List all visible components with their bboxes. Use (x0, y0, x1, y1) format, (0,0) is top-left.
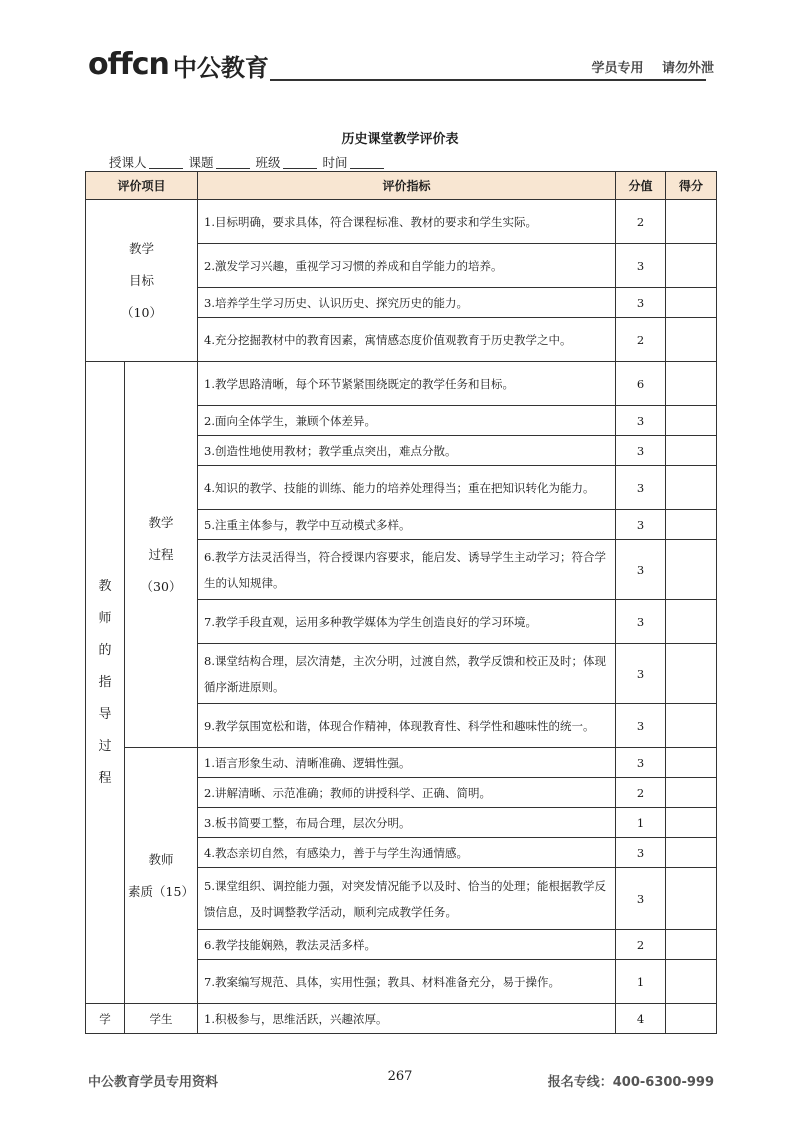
footer-hotline: 报名专线：400-6300-999 (547, 1075, 714, 1090)
indicator-text: 8.课堂结构合理，层次清楚，主次分明，过渡自然，教学反馈和校正及时；体现循序渐进原则。 (198, 644, 616, 704)
indicator-text: 3.板书简要工整，布局合理，层次分明。 (198, 808, 616, 838)
meta-teacher-label: 授课人 (109, 155, 147, 170)
indicator-text: 1.目标明确，要求具体，符合课程标准、教材的要求和学生实际。 (198, 200, 616, 244)
indicator-text: 7.教案编写规范、具体，实用性强；教具、材料准备充分，易于操作。 (198, 960, 616, 1004)
score-cell[interactable] (666, 288, 717, 318)
score-cell[interactable] (666, 200, 717, 244)
page-number: 267 (387, 1069, 413, 1084)
header-rule (270, 79, 706, 81)
indicator-text: 1.教学思路清晰，每个环节紧紧围绕既定的教学任务和目标。 (198, 362, 616, 406)
meta-topic-label: 课题 (188, 155, 214, 170)
score-cell[interactable] (666, 600, 717, 644)
page-title: 历史课堂教学评价表 (341, 132, 459, 147)
header-got: 得分 (666, 172, 717, 200)
score-cell[interactable] (666, 406, 717, 436)
indicator-score: 3 (616, 868, 666, 930)
indicator-text: 9.教学氛围宽松和谐，体现合作精神，体现教育性、科学性和趣味性的统一。 (198, 704, 616, 748)
indicator-text: 1.语言形象生动、清晰准确、逻辑性强。 (198, 748, 616, 778)
indicator-score: 1 (616, 960, 666, 1004)
score-cell[interactable] (666, 244, 717, 288)
indicator-text: 4.充分挖掘教材中的教育因素，寓情感态度价值观教育于历史教学之中。 (198, 318, 616, 362)
score-cell[interactable] (666, 1004, 717, 1034)
category-teacher-quality: 教师 素质（15） (125, 748, 198, 1004)
score-cell[interactable] (666, 868, 717, 930)
header-tag-no-leak: 请勿外泄 (661, 61, 714, 76)
score-cell[interactable] (666, 748, 717, 778)
score-cell[interactable] (666, 510, 717, 540)
indicator-score: 3 (616, 288, 666, 318)
meta-line (109, 153, 386, 171)
indicator-score: 2 (616, 318, 666, 362)
table-header-row (86, 172, 717, 200)
category-teacher-guide: 教 师 的 指 导 过 程 (86, 362, 125, 1004)
meta-class-label: 班级 (255, 155, 281, 170)
indicator-score: 3 (616, 406, 666, 436)
footer-left: 中公教育学员专用资料 (88, 1075, 219, 1090)
header-indicator: 评价指标 (198, 172, 616, 200)
header-item: 评价项目 (86, 172, 198, 200)
header-tags (577, 57, 714, 76)
indicator-text: 2.讲解清晰、示范准确；教师的讲授科学、正确、简明。 (198, 778, 616, 808)
logo-text-cn: 中公教育 (172, 54, 269, 82)
indicator-score: 1 (616, 808, 666, 838)
indicator-text: 4.教态亲切自然，有感染力，善于与学生沟通情感。 (198, 838, 616, 868)
indicator-score: 2 (616, 930, 666, 960)
indicator-text: 1.积极参与，思维活跃，兴趣浓厚。 (198, 1004, 616, 1034)
indicator-text: 6.教学方法灵活得当，符合授课内容要求，能启发、诱导学生主动学习；符合学生的认知规律。 (198, 540, 616, 600)
indicator-text: 2.激发学习兴趣，重视学习习惯的养成和自学能力的培养。 (198, 244, 616, 288)
table-row (86, 362, 717, 406)
indicator-text: 3.培养学生学习历史、认识历史、探究历史的能力。 (198, 288, 616, 318)
indicator-score: 3 (616, 244, 666, 288)
score-cell[interactable] (666, 960, 717, 1004)
logo-text-en: offcn (88, 47, 169, 82)
indicator-text: 2.面向全体学生，兼顾个体差异。 (198, 406, 616, 436)
indicator-score: 3 (616, 510, 666, 540)
header-score: 分值 (616, 172, 666, 200)
header-tag-student-only: 学员专用 (591, 61, 644, 76)
score-cell[interactable] (666, 436, 717, 466)
table-row (86, 748, 717, 778)
table-row (86, 1004, 717, 1034)
indicator-score: 3 (616, 600, 666, 644)
indicator-text: 6.教学技能娴熟，教法灵活多样。 (198, 930, 616, 960)
indicator-score: 6 (616, 362, 666, 406)
score-cell[interactable] (666, 704, 717, 748)
category-student-col1: 学 (86, 1004, 125, 1034)
indicator-text: 5.课堂组织、调控能力强，对突发情况能予以及时、恰当的处理；能根据教学反馈信息，及时调整教学活动，顺利完成教学任务。 (198, 868, 616, 930)
category-student-col2: 学生 (125, 1004, 198, 1034)
indicator-score: 3 (616, 540, 666, 600)
meta-teacher-blank (149, 168, 183, 169)
indicator-score: 3 (616, 644, 666, 704)
indicator-text: 4.知识的教学、技能的训练、能力的培养处理得当；重在把知识转化为能力。 (198, 466, 616, 510)
indicator-score: 2 (616, 778, 666, 808)
score-cell[interactable] (666, 778, 717, 808)
score-cell[interactable] (666, 466, 717, 510)
meta-time-label: 时间 (322, 155, 348, 170)
offcn-logo (88, 40, 269, 80)
evaluation-table (85, 171, 717, 1034)
indicator-score: 3 (616, 704, 666, 748)
score-cell[interactable] (666, 930, 717, 960)
table-row (86, 200, 717, 244)
indicator-score: 3 (616, 748, 666, 778)
indicator-score: 3 (616, 436, 666, 466)
indicator-text: 5.注重主体参与，教学中互动模式多样。 (198, 510, 616, 540)
indicator-text: 7.教学手段直观，运用多种教学媒体为学生创造良好的学习环境。 (198, 600, 616, 644)
category-teaching-process: 教学 过程 （30） (125, 362, 198, 748)
score-cell[interactable] (666, 318, 717, 362)
score-cell[interactable] (666, 362, 717, 406)
meta-class-blank (283, 168, 317, 169)
indicator-score: 2 (616, 200, 666, 244)
indicator-score: 4 (616, 1004, 666, 1034)
score-cell[interactable] (666, 838, 717, 868)
indicator-text: 3.创造性地使用教材；教学重点突出，难点分散。 (198, 436, 616, 466)
score-cell[interactable] (666, 808, 717, 838)
indicator-score: 3 (616, 466, 666, 510)
score-cell[interactable] (666, 644, 717, 704)
score-cell[interactable] (666, 540, 717, 600)
indicator-score: 3 (616, 838, 666, 868)
meta-time-blank (350, 168, 384, 169)
category-teaching-goal: 教学 目标 （10） (86, 200, 198, 362)
meta-topic-blank (216, 168, 250, 169)
